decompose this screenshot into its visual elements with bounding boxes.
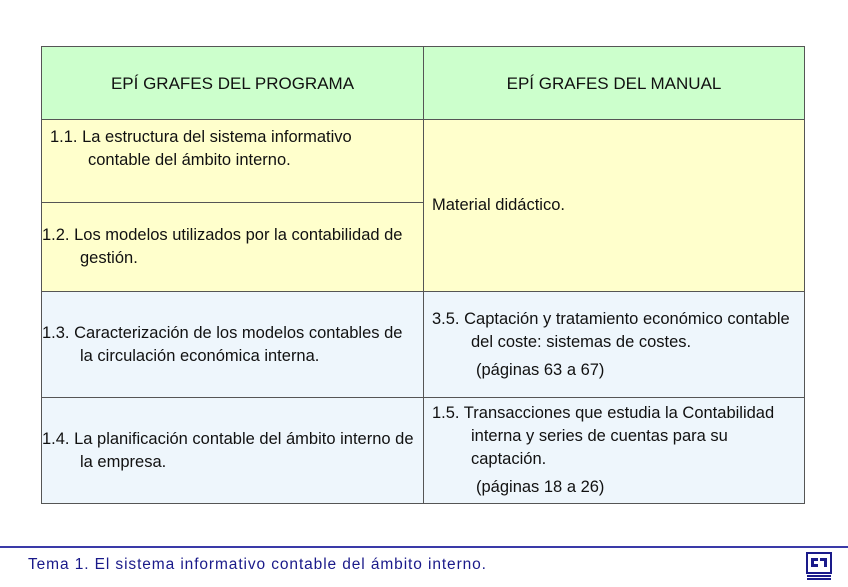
programa-cell: [42, 398, 424, 504]
manual-cell: [424, 398, 805, 504]
institution-logo-icon: [806, 552, 832, 582]
table-row: [42, 120, 805, 203]
table-row: [42, 292, 805, 398]
manual-1-5-pages: (páginas 18 a 26): [476, 478, 605, 496]
manual-cell: [424, 120, 805, 292]
programa-cell: [42, 203, 424, 292]
manual-cell: [424, 292, 805, 398]
manual-3-5-pages: (páginas 63 a 67): [476, 360, 605, 379]
table-header-row: [42, 47, 805, 120]
programa-cell: [42, 120, 424, 203]
manual-3-5: 3.5. Captación y tratamiento económico contable del coste: sistemas de costes.: [432, 309, 790, 351]
programa-1-2: 1.2. Los modelos utilizados por la contabilidad de gestión.: [42, 226, 403, 267]
programa-cell: [42, 292, 424, 398]
epigrafes-table: [41, 46, 805, 504]
table-row: [42, 398, 805, 504]
programa-1-1: 1.1. La estructura del sistema informativo contable del ámbito interno.: [50, 128, 352, 169]
programa-1-4: 1.4. La planificación contable del ámbito interno de la empresa.: [42, 429, 414, 471]
footer-title: Tema 1. El sistema informativo contable del ámbito interno.: [28, 556, 487, 573]
programa-1-3: 1.3. Caracterización de los modelos contables de la circulación económica interna.: [42, 323, 403, 365]
manual-1-5: 1.5. Transacciones que estudia la Contabilidad interna y series de cuentas para su captación.: [432, 404, 775, 468]
manual-material: Material didáctico.: [432, 196, 565, 214]
header-manual: EPÍ GRAFES DEL MANUAL: [424, 47, 805, 120]
header-programa: EPÍ GRAFES DEL PROGRAMA: [42, 47, 424, 120]
footer-divider: [0, 546, 848, 548]
